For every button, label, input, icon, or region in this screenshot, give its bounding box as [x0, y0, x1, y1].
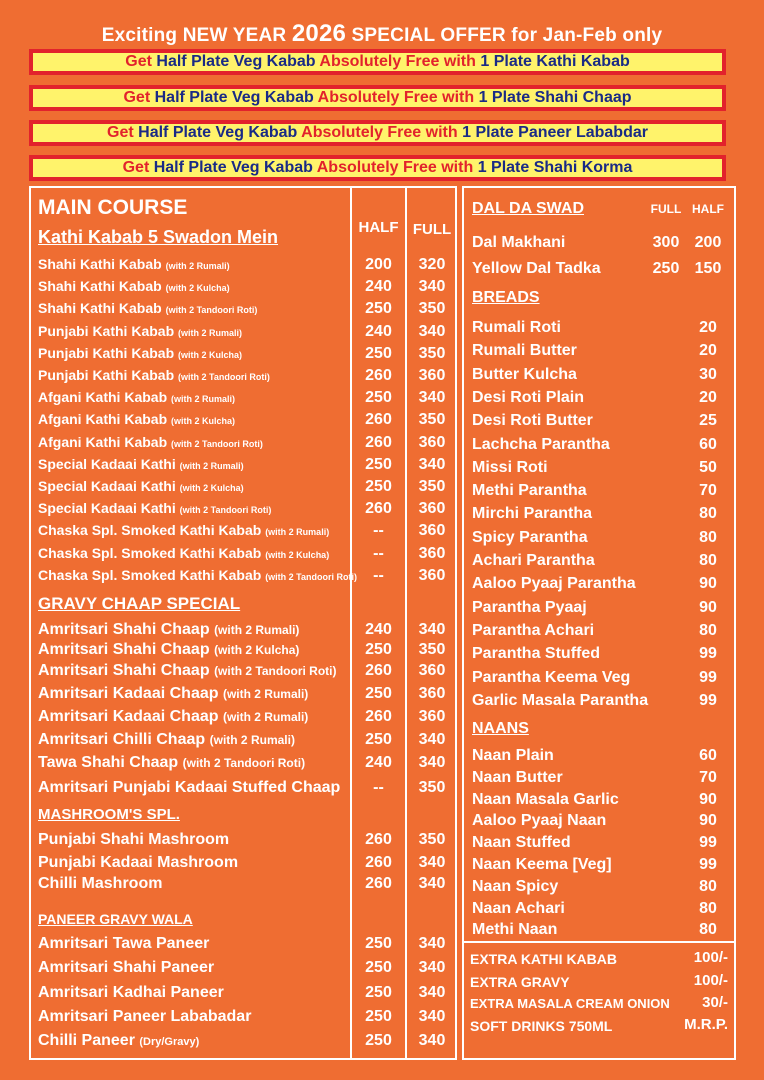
item-note: (with 2 Kulcha) [178, 349, 243, 360]
item-note: (with 2 Kulcha) [265, 549, 330, 560]
extra-item-name: SOFT DRINKS 750ML [470, 1018, 613, 1034]
price-full: 340 [418, 875, 446, 892]
menu-item [38, 345, 242, 361]
price-full: 340 [418, 322, 446, 340]
item-name: Amritsari Shahi Chaap [38, 621, 210, 638]
offer-qty: 1 Plate Shahi Chaap [478, 89, 632, 106]
offer-get: Get [125, 53, 152, 70]
menu-item [38, 935, 209, 953]
bread-price: 60 [699, 435, 717, 453]
item-note: (with 2 Rumali) [222, 710, 309, 724]
item-note: (with 2 Tandoori Roti) [171, 438, 263, 449]
price-full: 360 [418, 544, 446, 562]
price-half: 250 [365, 935, 392, 952]
offer-mid: Half Plate Veg Kabab [154, 89, 314, 106]
bread-item-name: Missi Roti [472, 458, 548, 476]
bread-item-name: Achari Parantha [472, 552, 595, 569]
price-half: -- [373, 779, 384, 796]
bread-price: 90 [699, 598, 717, 616]
bread-item-name: Parantha Stuffed [472, 645, 601, 663]
item-name: Special Kadaai Kathi [38, 500, 176, 517]
bread-item-name: Garlic Masala Parantha [472, 691, 649, 709]
menu-item [38, 367, 270, 383]
extra-item-name: EXTRA GRAVY [470, 974, 570, 990]
naan-price: 99 [699, 834, 717, 852]
bread-item-name: Parantha Pyaaj [472, 598, 587, 616]
dal-price-half: 150 [694, 260, 722, 277]
naan-item-name: Methi Naan [472, 921, 558, 939]
price-full: 350 [418, 641, 446, 658]
bread-price: 80 [699, 621, 717, 639]
item-name: Amritsari Paneer Lababadar [38, 1008, 252, 1025]
bread-item-name: Desi Roti Plain [472, 388, 585, 406]
offer-banner [29, 85, 726, 111]
menu-item [38, 984, 224, 1002]
menu-item [38, 278, 230, 294]
item-name: Punjabi Kathi Kabab [38, 367, 175, 383]
headline-year: 2026 [291, 20, 347, 47]
dal-col-half: HALF [692, 202, 724, 216]
price-half: 240 [365, 754, 392, 771]
item-note: (with 2 Tandoori Roti) [179, 505, 272, 516]
naans-title: NAANS [472, 720, 529, 737]
price-full: 340 [418, 731, 446, 748]
offer-with: with [441, 159, 474, 176]
naan-price: 80 [699, 899, 717, 917]
price-full: 360 [418, 500, 446, 518]
price-half: 250 [365, 389, 392, 407]
dal-item-name: Yellow Dal Tadka [472, 260, 601, 277]
price-half: 240 [365, 322, 392, 340]
item-name: Punjabi Kathi Kabab [38, 344, 175, 361]
item-name: Chaska Spl. Smoked Kathi Kabab [38, 522, 262, 539]
extra-price: 30/- [702, 994, 728, 1011]
price-full: 340 [418, 455, 446, 473]
bread-price: 80 [699, 528, 717, 546]
offer-with: with [443, 53, 476, 70]
item-name: Amritsari Kadaai Chaap [38, 708, 219, 725]
naan-price: 60 [699, 747, 717, 764]
extra-price: M.R.P. [684, 1016, 728, 1033]
price-half: 260 [365, 662, 392, 679]
menu-item [38, 875, 162, 893]
price-full: 350 [418, 344, 446, 362]
price-half: 250 [365, 984, 392, 1001]
extra-price: 100/- [693, 949, 728, 966]
item-note: (with 2 Kulcha) [165, 283, 230, 294]
item-name: Amritsari Chilli Chaap [38, 731, 206, 748]
bread-item-name: Rumali Butter [472, 342, 577, 360]
item-note: (with 2 Rumali) [222, 687, 309, 701]
offer-with: with [442, 89, 475, 106]
offer-abs: Absolutely Free [317, 89, 438, 106]
naan-price: 90 [699, 812, 717, 830]
naan-item-name: Naan Stuffed [472, 834, 571, 852]
menu-item [38, 500, 271, 516]
item-note: (with 2 Rumali) [265, 527, 330, 538]
bread-item-name: Rumali Roti [472, 319, 561, 336]
menu-item [38, 959, 214, 977]
naan-item-name: Naan Plain [472, 747, 554, 764]
dal-price-half: 200 [694, 234, 722, 251]
headline-post: SPECIAL OFFER for Jan-Feb only [346, 25, 663, 46]
price-full: 350 [418, 831, 446, 848]
menu-item [38, 854, 238, 872]
bread-price: 20 [699, 342, 717, 360]
item-name: Shahi Kathi Kabab [38, 256, 162, 272]
offer-abs: Absolutely Free [319, 53, 440, 70]
dal-title: DAL DA SWAD [472, 200, 584, 217]
menu-item [38, 779, 340, 797]
naan-item-name: Naan Spicy [472, 877, 559, 895]
item-name: Amritsari Tawa Paneer [38, 935, 210, 952]
item-name: Shahi Kathi Kabab [38, 300, 162, 317]
price-half: -- [373, 544, 384, 562]
price-full: 360 [418, 522, 446, 540]
item-name: Chaska Spl. Smoked Kathi Kabab [38, 566, 262, 583]
price-half: -- [373, 522, 384, 540]
menu-item [38, 1008, 251, 1026]
item-note: (with 2 Tandoori Roti) [178, 372, 270, 382]
bread-item-name: Aaloo Pyaaj Parantha [472, 575, 636, 593]
bread-item-name: Butter Kulcha [472, 365, 577, 383]
item-name: Amritsari Kadhai Paneer [38, 984, 224, 1001]
item-name: Punjabi Shahi Mashroom [38, 831, 230, 848]
item-name: Afgani Kathi Kabab [38, 389, 168, 406]
bread-item-name: Spicy Parantha [472, 528, 588, 546]
offer-abs: Absolutely Free [316, 159, 437, 176]
item-name: Afgani Kathi Kabab [38, 433, 168, 450]
offer-mid: Half Plate Veg Kabab [153, 159, 313, 176]
bread-item-name: Mirchi Parantha [472, 505, 593, 523]
item-name: Shahi Kathi Kabab [38, 278, 162, 295]
item-note: (with 2 Kulcha) [214, 643, 300, 657]
bread-price: 30 [699, 365, 717, 383]
dal-price-full: 300 [652, 234, 680, 251]
menu-item [38, 545, 329, 561]
price-half: 260 [365, 854, 392, 871]
menu-item [38, 411, 235, 427]
menu-item [38, 831, 229, 849]
menu-item [38, 754, 305, 772]
kathi-subtitle: Kathi Kabab 5 Swadon Mein [38, 227, 279, 247]
bread-price: 70 [699, 482, 717, 500]
item-note: (with 2 Rumali) [165, 261, 230, 271]
item-note: (with 2 Rumali) [209, 733, 295, 747]
price-half: 250 [365, 1008, 392, 1025]
naan-price: 80 [699, 877, 717, 895]
bread-price: 99 [699, 645, 717, 663]
naan-item-name: Aaloo Pyaaj Naan [472, 812, 607, 830]
price-half: 260 [365, 708, 392, 725]
offer-mid: Half Plate Veg Kabab [138, 124, 298, 141]
bread-price: 99 [699, 691, 717, 709]
offer-qty: 1 Plate Paneer Lababdar [462, 124, 648, 141]
bread-item-name: Parantha Achari [472, 621, 595, 639]
menu-item [38, 708, 308, 726]
offer-get: Get [107, 124, 134, 141]
menu-item [38, 522, 329, 538]
price-full: 350 [418, 411, 446, 429]
naan-item-name: Naan Achari [472, 899, 565, 917]
item-name: Chaska Spl. Smoked Kathi Kabab [38, 544, 262, 561]
price-full: 360 [418, 566, 446, 584]
bread-price: 25 [699, 412, 717, 430]
naan-price: 90 [699, 790, 717, 808]
menu-item [38, 1032, 199, 1050]
dal-col-full: FULL [650, 202, 682, 216]
offer-qty: 1 Plate Kathi Kabab [480, 53, 630, 70]
item-name: Amritsari Kadaai Chaap [38, 685, 219, 702]
item-note: (with 2 Kulcha) [179, 483, 244, 493]
price-half: 250 [365, 478, 392, 495]
price-half: 200 [365, 256, 392, 273]
main-course-title: MAIN COURSE [38, 196, 188, 219]
price-full: 340 [418, 984, 446, 1001]
bread-item-name: Methi Parantha [472, 482, 587, 500]
headline-pre: Exciting NEW YEAR [101, 25, 292, 46]
price-half: 250 [365, 641, 392, 658]
price-full: 360 [418, 662, 446, 679]
menu-item [38, 731, 295, 749]
price-full: 360 [418, 433, 446, 451]
item-name: Amritsari Punjabi Kadaai Stuffed Chaap [38, 779, 341, 796]
item-note: (Dry/Gravy) [139, 1036, 200, 1048]
menu-item [38, 389, 235, 405]
bread-price: 50 [699, 458, 717, 476]
price-half: 250 [365, 455, 392, 473]
naan-item-name: Naan Keema [Veg] [472, 856, 612, 873]
extra-item-name: EXTRA KATHI KABAB [470, 951, 617, 967]
price-half: 250 [365, 344, 392, 362]
item-note: (with 2 Rumali) [214, 623, 300, 637]
dal-price-full: 250 [652, 260, 680, 277]
bread-price: 20 [699, 319, 717, 336]
price-half: 260 [365, 367, 392, 384]
naan-item-name: Naan Butter [472, 768, 563, 786]
col-full-header: FULL [412, 221, 452, 238]
item-name: Amritsari Shahi Chaap [38, 641, 210, 658]
bread-price: 80 [699, 552, 717, 569]
price-half: 250 [365, 685, 392, 702]
price-half: 260 [365, 433, 392, 451]
offer-get: Get [122, 159, 150, 176]
menu-item [38, 662, 337, 680]
price-full: 340 [418, 389, 446, 407]
item-name: Special Kadaai Kathi [38, 478, 176, 494]
offer-qty: 1 Plate Shahi Korma [477, 159, 633, 176]
item-name: Amritsari Shahi Paneer [38, 959, 215, 976]
item-note: (with 2 Tandoori Roti) [165, 305, 258, 316]
extra-item-name: EXTRA MASALA CREAM ONION [470, 996, 670, 1011]
price-half: 240 [365, 621, 392, 638]
bread-price: 90 [699, 575, 717, 593]
price-full: 340 [418, 1032, 446, 1049]
naan-price: 80 [699, 921, 717, 939]
item-note: (with 2 Tandoori Roti) [182, 756, 306, 770]
price-half: 250 [365, 300, 392, 318]
menu-item [38, 567, 357, 583]
menu-item [38, 256, 230, 272]
price-full: 340 [418, 1008, 446, 1025]
price-half: 260 [365, 411, 392, 429]
item-note: (with 2 Kulcha) [171, 416, 236, 427]
offer-abs: Absolutely Free [301, 124, 422, 141]
bread-item-name: Desi Roti Butter [472, 412, 593, 430]
price-full: 340 [418, 854, 446, 871]
menu-item [38, 685, 308, 703]
price-half: 260 [365, 875, 392, 892]
price-full: 340 [418, 754, 446, 771]
mashroom-title: MASHROOM'S SPL. [38, 806, 180, 823]
price-half: -- [373, 566, 384, 584]
price-full: 340 [418, 278, 446, 296]
price-full: 340 [418, 621, 446, 638]
menu-item [38, 323, 242, 339]
item-name: Amritsari Shahi Chaap [38, 662, 210, 679]
naan-item-name: Naan Masala Garlic [472, 790, 619, 808]
price-half: 250 [365, 1032, 392, 1049]
menu-item [38, 434, 263, 450]
breads-title: BREADS [472, 289, 540, 306]
price-full: 340 [418, 959, 446, 976]
offer-headline [0, 20, 764, 48]
item-name: Tawa Shahi Chaap [38, 754, 179, 771]
menu-item [38, 641, 299, 659]
offer-with: with [425, 124, 458, 141]
price-half: 250 [365, 731, 392, 748]
price-full: 320 [418, 256, 446, 273]
menu-item [38, 300, 257, 316]
price-full: 360 [418, 708, 446, 725]
item-note: (with 2 Rumali) [171, 394, 236, 405]
bread-price: 99 [699, 668, 717, 686]
item-note: (with 2 Rumali) [179, 460, 244, 471]
item-name: Chilli Paneer [38, 1032, 135, 1049]
dal-item-name: Dal Makhani [472, 234, 566, 251]
price-full: 360 [418, 685, 446, 702]
item-note: (with 2 Tandoori Roti) [265, 571, 358, 582]
offer-banner [29, 120, 726, 146]
price-full: 350 [418, 300, 446, 318]
price-full: 350 [418, 779, 446, 796]
offer-banner [29, 49, 726, 75]
naan-price: 70 [699, 768, 717, 786]
extra-price: 100/- [693, 972, 728, 989]
item-note: (with 2 Tandoori Roti) [214, 664, 337, 678]
price-full: 350 [418, 478, 446, 495]
bread-price: 80 [699, 505, 717, 523]
offer-banner [29, 155, 726, 181]
col-half-header: HALF [358, 219, 399, 236]
bread-item-name: Parantha Keema Veg [472, 668, 631, 686]
paneer-title: PANEER GRAVY WALA [38, 911, 193, 927]
item-name: Special Kadaai Kathi [38, 455, 176, 472]
menu-item [38, 621, 299, 639]
offer-mid: Half Plate Veg Kabab [156, 53, 316, 70]
item-name: Chilli Mashroom [38, 875, 163, 892]
price-full: 340 [418, 935, 446, 952]
menu-item [38, 456, 244, 472]
offer-get: Get [123, 89, 151, 106]
item-name: Punjabi Kadaai Mashroom [38, 854, 239, 871]
item-name: Punjabi Kathi Kabab [38, 322, 175, 339]
naan-price: 99 [699, 856, 717, 873]
price-half: 240 [365, 278, 392, 296]
price-full: 360 [418, 367, 446, 384]
price-half: 250 [365, 959, 392, 976]
price-half: 260 [365, 500, 392, 518]
item-name: Afgani Kathi Kabab [38, 411, 168, 428]
bread-price: 20 [699, 388, 717, 406]
gravy-chaap-title: GRAVY CHAAP SPECIAL [38, 594, 241, 613]
price-half: 260 [365, 831, 392, 848]
item-note: (with 2 Rumali) [178, 327, 243, 338]
menu-item [38, 478, 244, 494]
bread-item-name: Lachcha Parantha [472, 435, 610, 453]
